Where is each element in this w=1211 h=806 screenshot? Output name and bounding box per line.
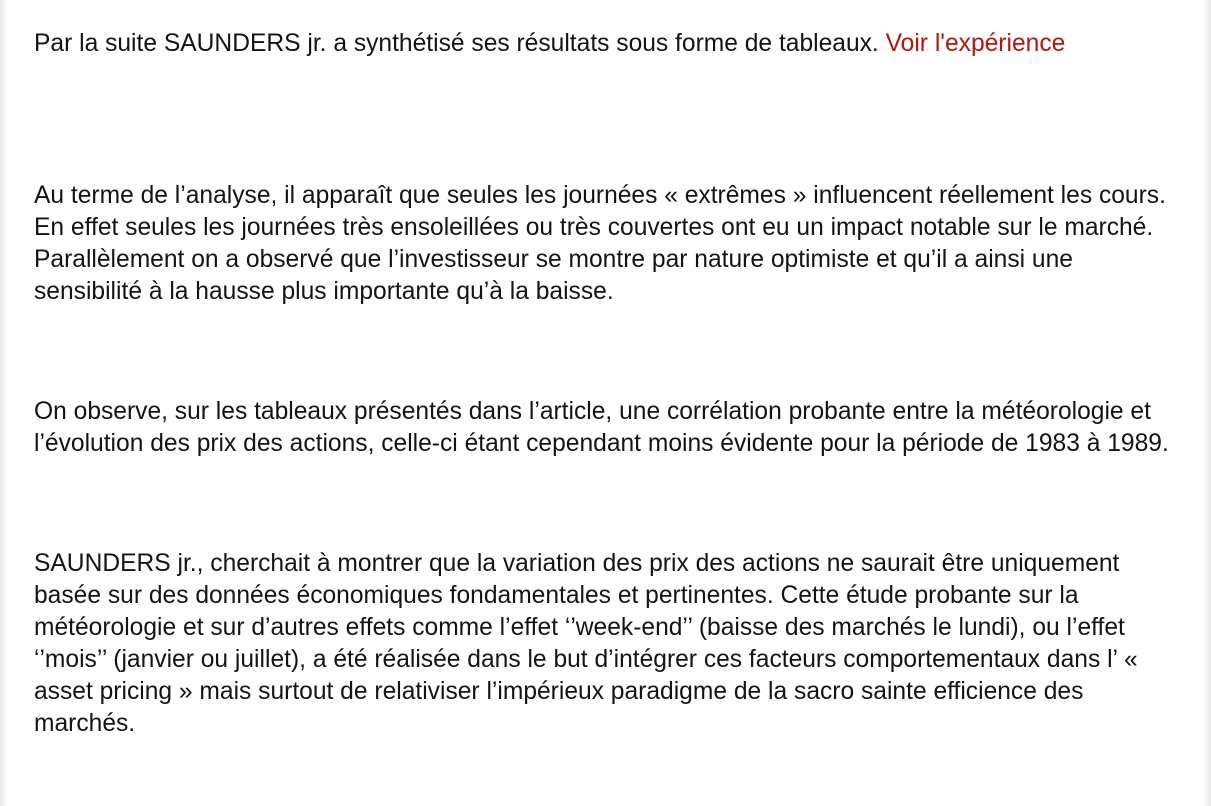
left-page-shadow bbox=[0, 0, 8, 806]
see-experiment-link[interactable]: Voir l'expérience bbox=[885, 30, 1066, 57]
right-page-shadow bbox=[1203, 0, 1211, 806]
article-body bbox=[34, 28, 1184, 740]
paragraph-conclusion: SAUNDERS jr., cherchait à montrer que la variation des prix des actions ne saurait être uniquement basée sur des données économiques fondamentales et pertinentes. Cette étude probante sur la météorologie et sur d’autres effets comme l’effet ‘’week-end’’ (baisse des marchés le lundi), ou l’effet ‘’mois’’ (janvier ou juillet), a été réalisée dans le but d’intégrer ces facteurs comportementaux dans l’ « asset pricing » mais surtout de relativiser l’impérieux paradigme de la sacro sainte efficience des marchés. bbox=[34, 550, 1138, 737]
paragraph-analysis: Au terme de l’analyse, il apparaît que seules les journées « extrêmes » influencent réellement les cours. En effet seules les journées très ensoleillées ou très couvertes ont eu un impact notable sur le marché. Parallèlement on a observé que l’investisseur se montre par nature optimiste et qu’il a ainsi une sensibilité à la hausse plus importante qu’à la baisse. bbox=[34, 182, 1166, 305]
paragraph-results-summary bbox=[34, 28, 1184, 60]
paragraph-text: Par la suite SAUNDERS jr. a synthétisé ses résultats sous forme de tableaux. bbox=[34, 30, 886, 57]
paragraph-correlation: On observe, sur les tableaux présentés dans l’article, une corrélation probante entre la météorologie et l’évolution des prix des actions, celle-ci étant cependant moins évidente pour la période de 1983 à 1989. bbox=[34, 398, 1169, 457]
